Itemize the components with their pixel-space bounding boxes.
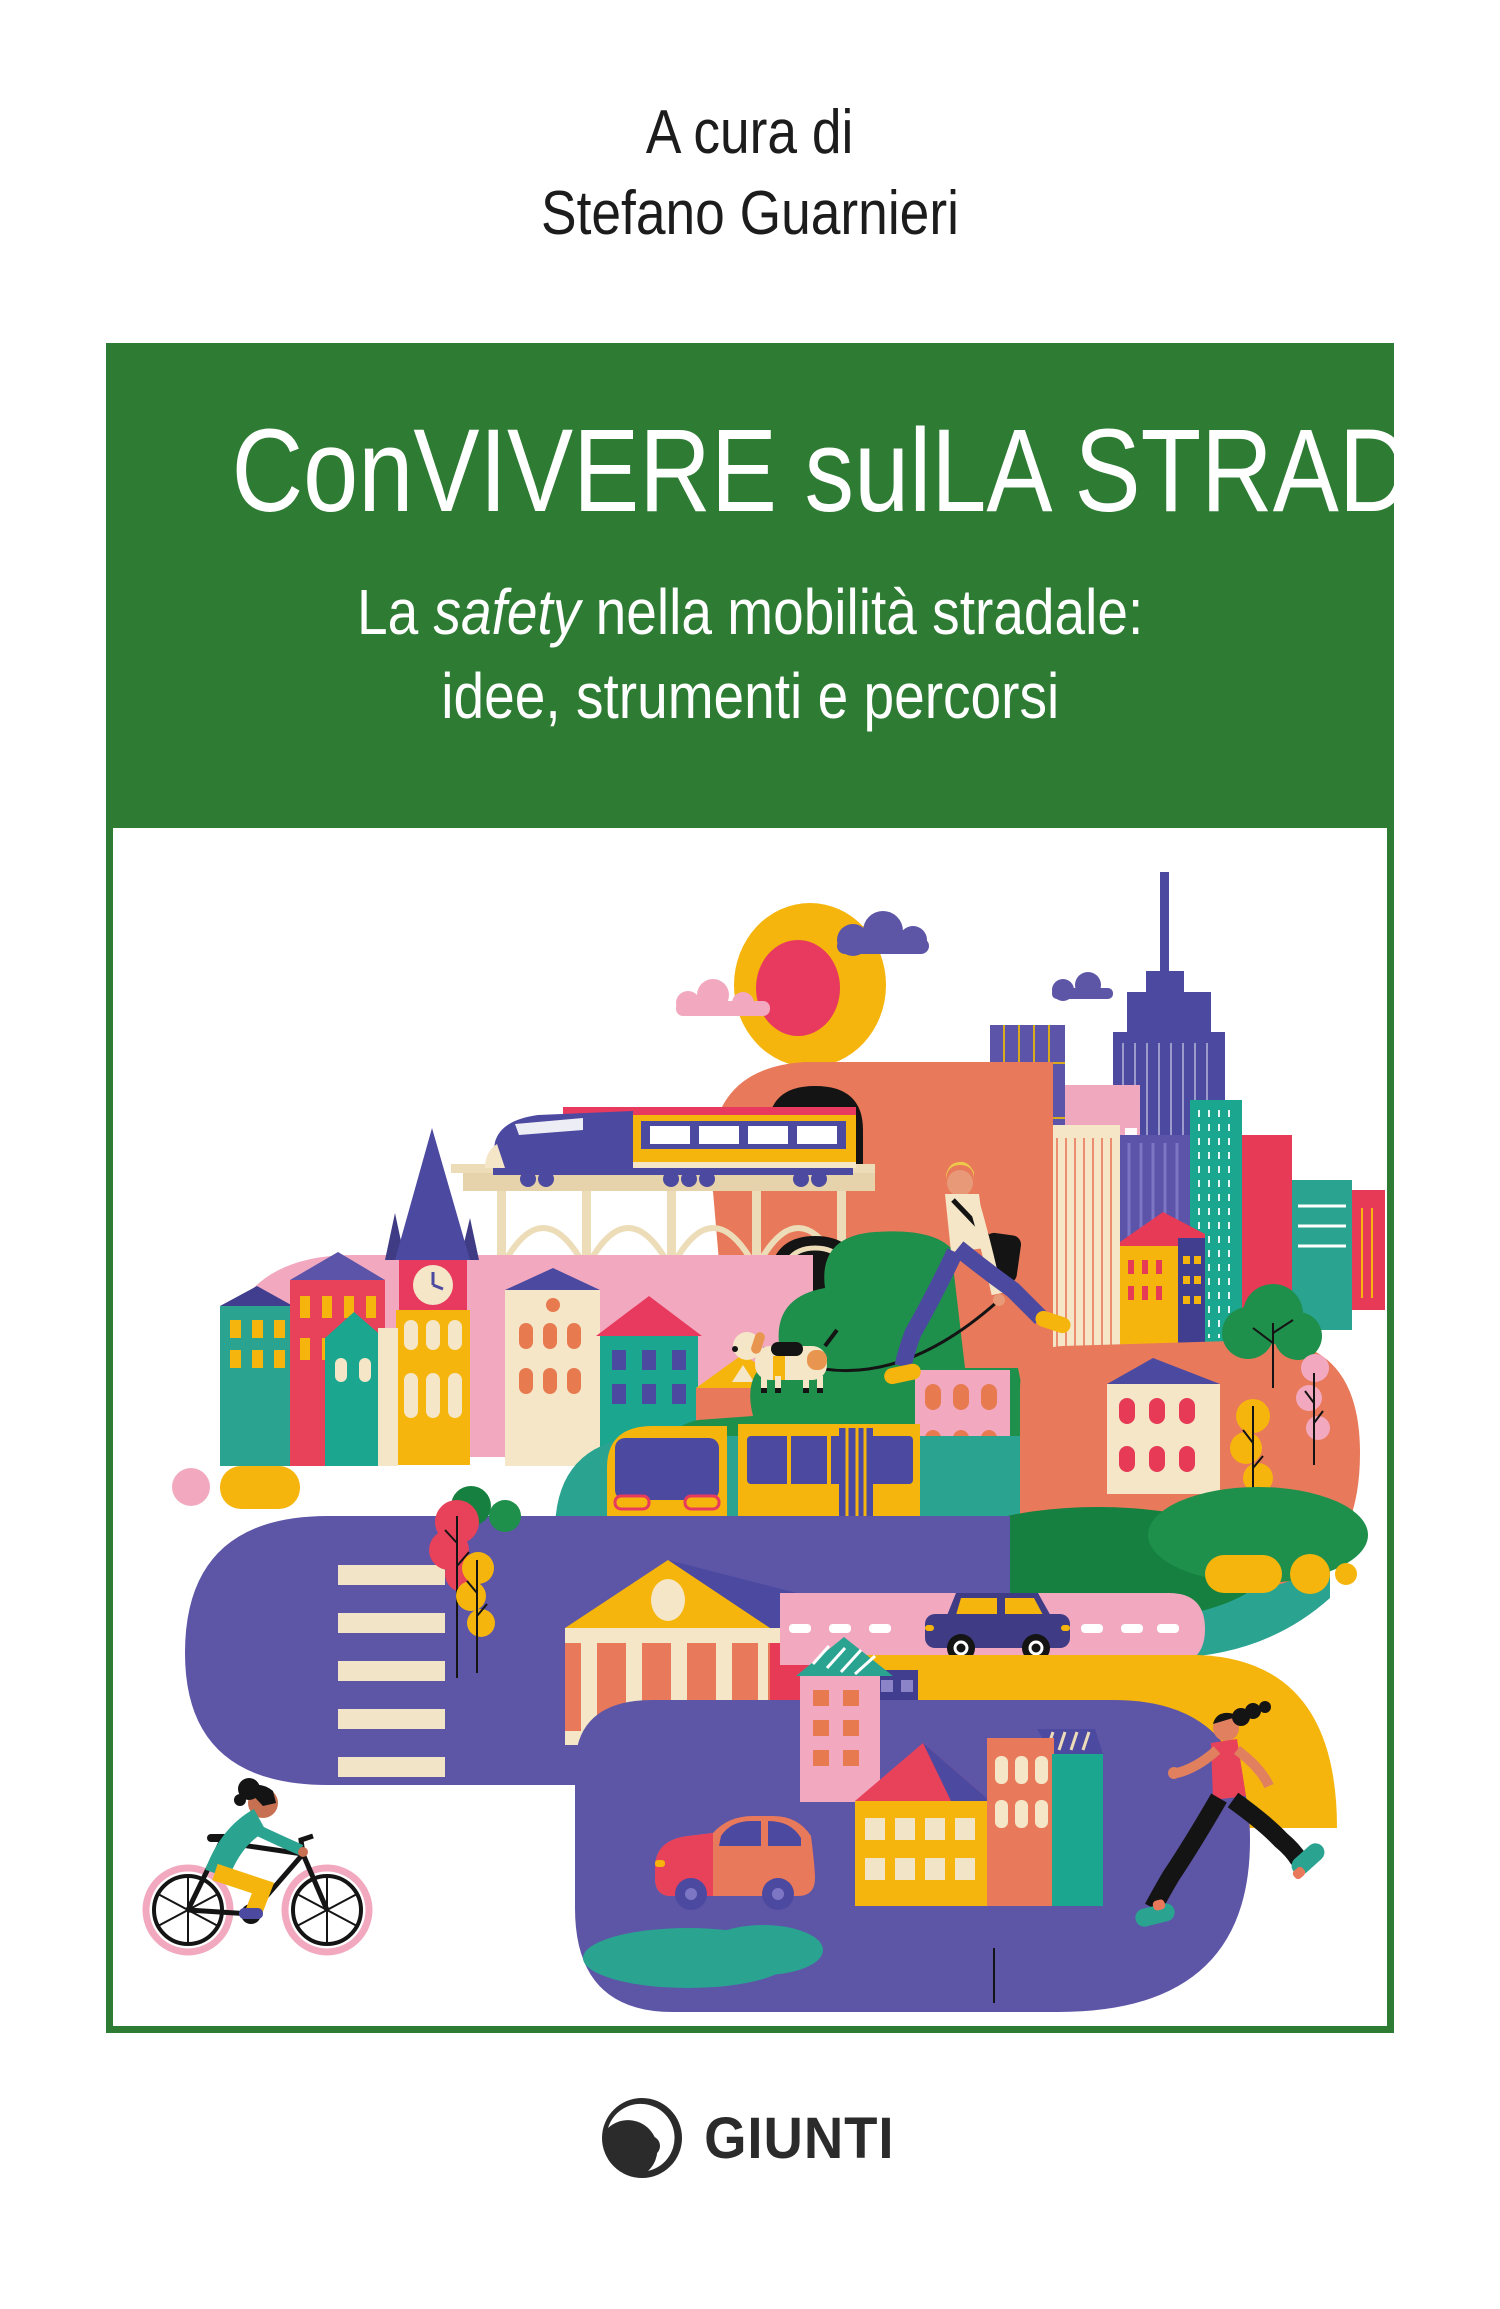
cover-frame: [106, 343, 1477, 2033]
author-block: [0, 92, 1500, 254]
author-line-1: A cura di: [646, 98, 854, 167]
teal-mound-2: [703, 1925, 823, 1975]
publisher-logo: [0, 2096, 1500, 2180]
author-line-2: Stefano Guarnieri: [541, 179, 959, 248]
sun: [734, 903, 886, 1067]
train-on-viaduct: [485, 1107, 856, 1187]
cyclist: [146, 1778, 369, 1952]
publisher-name: GIUNTI: [703, 2105, 895, 2171]
subtitle-italic-word: safety: [433, 576, 581, 648]
title-band: [113, 350, 1477, 828]
cream-house: [1107, 1358, 1220, 1494]
subtitle-line-2: idee, strumenti e percorsi: [441, 660, 1059, 732]
cover-illustration: [113, 828, 1387, 2026]
book-subtitle: La safety nella mobilità stradale: idee, strumenti e percorsi: [113, 570, 1387, 738]
book-title: ConVIVERE sulLA STRADA: [231, 405, 1477, 537]
giunti-g-swirl-icon: [600, 2096, 684, 2180]
